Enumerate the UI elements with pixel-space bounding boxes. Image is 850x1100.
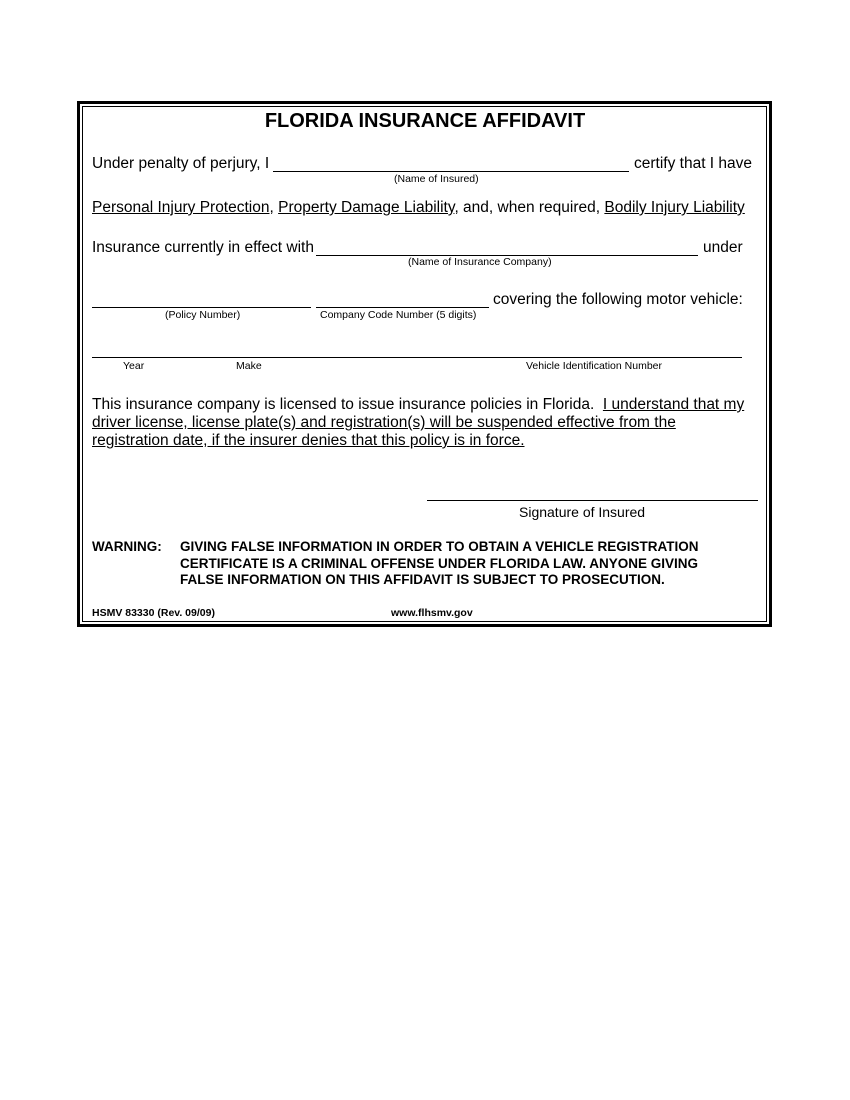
policy-number-field[interactable] (92, 307, 311, 308)
statement-plain: This insurance company is licensed to issue insurance policies in Florida. (92, 396, 595, 413)
licensing-statement (92, 396, 754, 450)
vehicle-info-field[interactable] (92, 357, 742, 358)
year-caption: Year (123, 360, 145, 372)
vin-caption: Vehicle Identification Number (526, 360, 662, 372)
pip-text: Personal Injury Protection (92, 199, 270, 216)
certify-suffix: certify that I have (634, 155, 753, 172)
statement-underlined: I understand that my driver license, license plate(s) and registration(s) will be suspended effective from the registration date, if the insurer denies that this policy is in force. (92, 396, 745, 449)
company-code-field[interactable] (316, 307, 489, 308)
warning-text: GIVING FALSE INFORMATION IN ORDER TO OBTAIN A VEHICLE REGISTRATION CERTIFICATE IS A CRIMINAL OFFENSE UNDER FLORIDA LAW. ANYONE GIVING FALSE INFORMATION ON THIS AFFIDAVIT IS SUBJECT TO PROSECUTION. (180, 539, 699, 587)
under-suffix: under (703, 239, 743, 256)
policy-number-caption: (Policy Number) (165, 309, 241, 321)
website-text: www.flhsmv.gov (391, 607, 473, 619)
warning-label: WARNING: (92, 539, 162, 554)
pdl-text: Property Damage Liability (278, 199, 455, 216)
signature-caption: Signature of Insured (519, 504, 646, 520)
insurance-prefix: Insurance currently in effect with (92, 239, 314, 256)
insurance-company-caption: (Name of Insurance Company) (408, 256, 552, 268)
covering-suffix: covering the following motor vehicle: (493, 291, 743, 308)
bil-text: Bodily Injury Liability (604, 199, 745, 216)
form-title: FLORIDA INSURANCE AFFIDAVIT (264, 110, 586, 132)
insured-name-field[interactable] (273, 171, 629, 172)
coverage-line (92, 199, 745, 217)
coverage-middle: , and, when required, (454, 199, 601, 216)
signature-field[interactable] (427, 500, 758, 501)
company-code-caption: Company Code Number (5 digits) (320, 309, 477, 321)
name-of-insured-caption: (Name of Insured) (394, 173, 479, 185)
form-number: HSMV 83330 (Rev. 09/09) (92, 607, 215, 619)
coverage-separator: , (269, 199, 274, 216)
perjury-prefix: Under penalty of perjury, I (92, 155, 270, 172)
make-caption: Make (236, 360, 262, 372)
